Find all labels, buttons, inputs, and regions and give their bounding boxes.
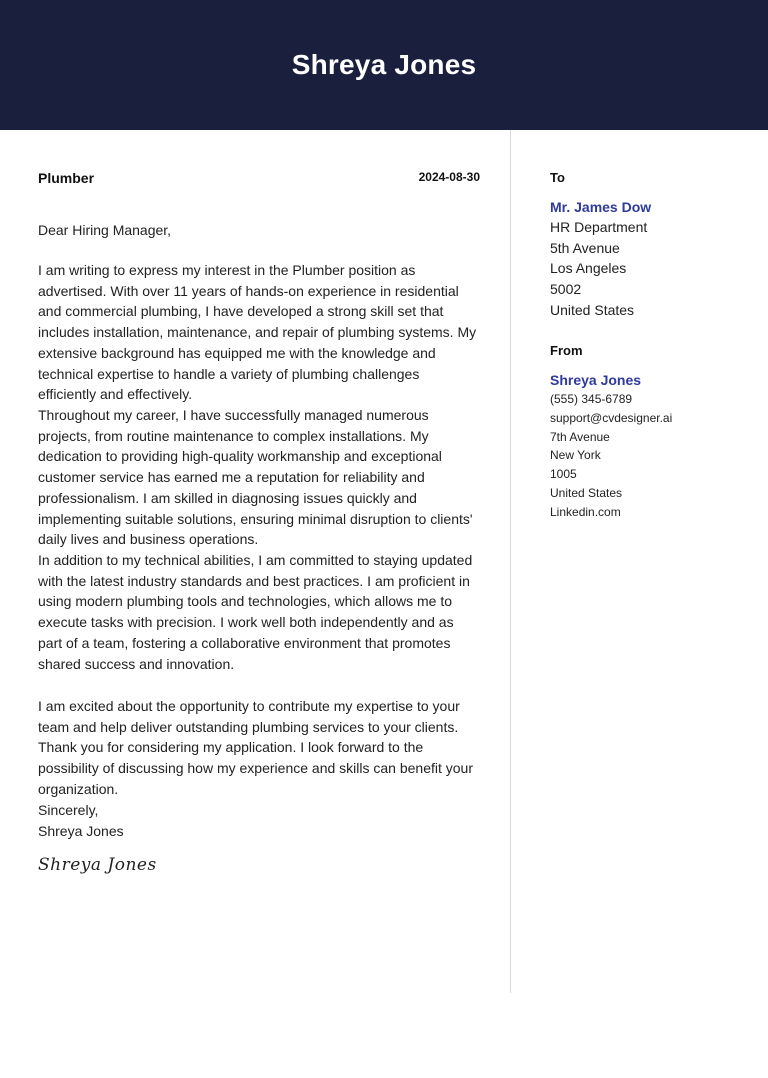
recipient-line: Los Angeles xyxy=(550,260,627,277)
header-banner xyxy=(0,0,768,130)
recipient-line: United States xyxy=(550,301,635,318)
job-title: Plumber xyxy=(38,170,95,186)
closing: Sincerely, xyxy=(38,802,99,818)
sender-line: 1005 xyxy=(550,467,577,482)
sender-email: support@cvdesigner.ai xyxy=(550,410,673,425)
recipient-name: Mr. James Dow xyxy=(550,199,652,215)
sender-name: Shreya Jones xyxy=(550,372,642,388)
salutation: Dear Hiring Manager, xyxy=(38,222,172,238)
recipient-line: 5002 xyxy=(550,281,582,298)
sender-line: New York xyxy=(550,448,601,463)
paragraph-4: I am excited about the opportunity to contribute my expertise to your team and help deliver outstanding plumbing services to your clients. Thank you for considering my application. I look forward to the possibility of discussing how my experience and skills can benefit your organization. xyxy=(38,698,473,797)
closing-name: Shreya Jones xyxy=(38,823,124,839)
sender-line: United States xyxy=(550,485,623,500)
paragraph-1: I am writing to express my interest in the Plumber position as advertised. With over 11 years of hands-on experience in residential and commercial plumbing, I have developed a strong skill set that includes installation, maintenance, and repair of plumbing systems. My extensive background has equipped me with the knowledge and technical expertise to handle a variety of plumbing challenges efficiently and effectively. xyxy=(38,262,477,403)
paragraph-3: In addition to my technical abilities, I am committed to staying updated with the latest industry standards and best practices. I am proficient in using modern plumbing tools and technologies, which allows me to execute tasks with precision. I work well both independently and as part of a team, fostering a collaborative environment that promotes shared success and innovation. xyxy=(38,552,473,672)
handwritten-signature: Shreya Jones xyxy=(38,855,157,875)
from-heading: From xyxy=(550,343,583,358)
sender-phone: (555) 345-6789 xyxy=(550,392,633,406)
recipient-line: 5th Avenue xyxy=(550,239,620,256)
applicant-name-title: Shreya Jones xyxy=(291,49,477,80)
recipient-line: HR Department xyxy=(550,219,648,235)
sender-line: 7th Avenue xyxy=(550,429,610,444)
recipient-address xyxy=(550,217,647,320)
to-heading: To xyxy=(550,170,565,185)
sender-contact xyxy=(550,390,672,522)
paragraph-2: Throughout my career, I have successfully managed numerous projects, from routine maintenance to complex installations. My dedication to providing high-quality workmanship and exceptional customer service has earned me a reputation for reliability and professionalism. I am skilled in diagnosing issues quickly and implementing suitable solutions, ensuring minimal disruption to clients' daily lives and business operations. xyxy=(38,407,473,548)
letter-date: 2024-08-30 xyxy=(418,170,480,184)
column-divider xyxy=(510,130,511,993)
sender-linkedin: Linkedin.com xyxy=(550,504,621,519)
